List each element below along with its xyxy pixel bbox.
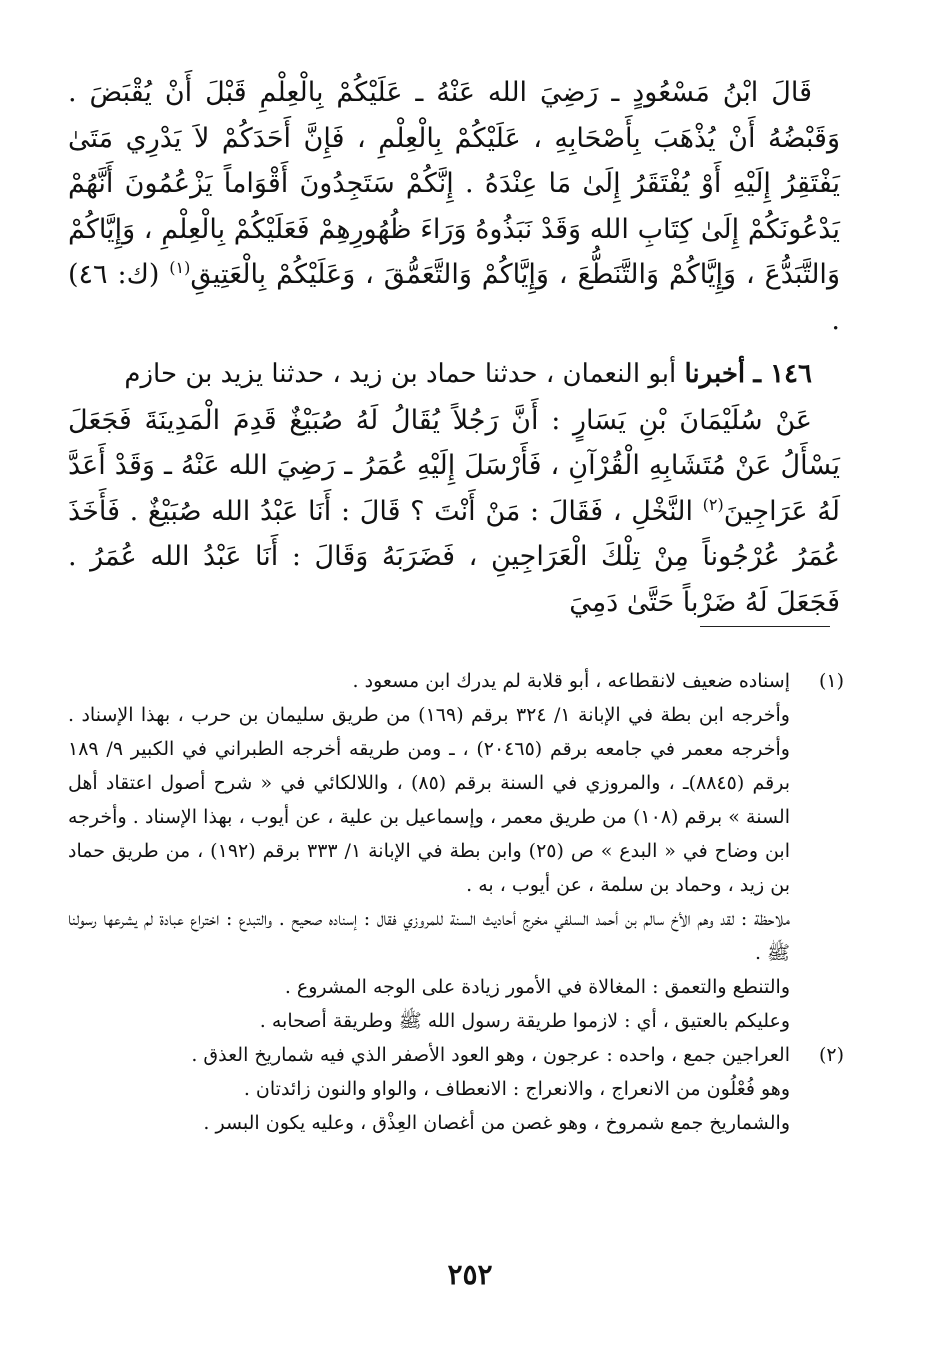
- main-text-block: [68, 70, 840, 343]
- hadith-number: ١٤٦ ـ: [753, 359, 812, 389]
- footnote-1-line: والتنطع والتعمق : المغالاة في الأمور زيادة على الوجه المشروع .: [284, 976, 790, 998]
- footnote-2: [68, 1038, 844, 1140]
- footnote-1-line: إسناده ضعيف لانقطاعه ، أبو قلابة لم يدرك ابن مسعود .: [352, 670, 790, 692]
- footnote-1: [68, 664, 844, 1038]
- hadith-isnad: أبو النعمان ، حدثنا حماد بن زيد ، حدثنا يزيد بن حازم: [124, 359, 685, 389]
- page-number: ٢٥٢: [447, 1258, 493, 1291]
- footnote-separator: [700, 626, 830, 627]
- ibn-masud-paragraph: [68, 70, 840, 343]
- footnote-1-marker: (١): [818, 670, 844, 692]
- footnote-1-line: وعليكم بالعتيق ، أي : لازموا طريقة رسول الله ﷺ وطريقة أصحابه .: [259, 1010, 790, 1032]
- hadith-matn: [68, 398, 840, 626]
- hadith-matn-part-1: عَنْ سُلَيْمَانَ بْنِ يَسَارٍ : أَنَّ رَجُلاً يُقَالُ لَهُ صُبَيْغٌ قَدِمَ الْمَدِينَةَ فَجَعَلَ يَسْأَلُ عَنْ مُتَشَابِهِ الْقُرْآنِ ، فَأَرْسَلَ إِلَيْهِ عُمَرُ ـ رَضِيَ الله عَنْهُ ـ وَقَدْ أَعَدَّ لَهُ عَرَاجِينَ: [68, 404, 840, 527]
- hadith-akhbarana: أخبرنا: [684, 359, 746, 389]
- footnote-2-marker: (٢): [818, 1044, 844, 1066]
- hadith-isnad-line: [68, 352, 840, 398]
- footnote-1-line: ملاحظة : لقد وهم الأخ سالم بن أحمد السلفي مخرج أحاديث السنة للمروزي فقال : إسناده صحيح . والتبدع : اختراع عبادة لم يشرعها رسولنا ﷺ .: [68, 908, 790, 964]
- footnote-2-line: وهو فُعْلُون من الانعراج ، والانعراج : الانعطاف ، والواو والنون زائدتان .: [243, 1078, 790, 1100]
- ibn-masud-text: قَالَ ابْنُ مَسْعُودٍ ـ رَضِيَ الله عَنْهُ ـ عَلَيْكُمْ بِالْعِلْمِ قَبْلَ أَنْ يُقْبَضَ . وَقَبْضُهُ أَنْ يُذْهَبَ بِأَصْحَابِهِ ، عَلَيْكُمْ بِالْعِلْمِ ، فَإِنَّ أَحَدَكُمْ لاَ يَدْرِي مَتَىٰ يَفْتَقِرُ إِلَيْهِ أَوْ يُفْتَقَرُ إِلَىٰ مَا عِنْدَهُ . إِنَّكُمْ سَتَجِدُونَ أَقْوَاماً يَزْعُمُونَ أَنَّهُمْ يَدْعُونَكُمْ إِلَىٰ كِتَابِ الله وَقَدْ نَبَذُوهُ وَرَاءَ ظُهُورِهِمْ فَعَلَيْكُمْ بِالْعِلْمِ ، وَإِيَّاكُمْ وَالتَّبَدُّعَ ، وَإِيَّاكُمْ وَالتَّنَطُّعَ ، وَإِيَّاكُمْ وَالتَّعَمُّقَ ، وَعَلَيْكُمْ بِالْعَتِيقِ: [68, 77, 840, 290]
- footnote-ref-2: (٢): [702, 494, 724, 514]
- footnotes-section: [68, 664, 844, 1140]
- hadith-146-block: [68, 352, 840, 625]
- hadith-matn-part-2: النَّخْلِ ، فَقَالَ : مَنْ أَنْتَ ؟ قَالَ : أَنَا عَبْدُ الله صُبَيْغٌ . فَأَخَذَ عُمَرُ عُرْجُوناً مِنْ تِلْكَ الْعَرَاجِينِ ، فَضَرَبَهُ وَقَالَ : أَنَا عَبْدُ الله عُمَرُ . فَجَعَلَ لَهُ ضَرْباً حَتَّىٰ دَمِيَ: [68, 495, 840, 618]
- footnote-2-line: والشماريخ جمع شمروخ ، وهو غصن من أغصان العِذْق ، وعليه يكون البسر .: [203, 1112, 790, 1134]
- source-reference: (ك: ٤٦) .: [68, 259, 840, 336]
- footnote-2-line: العراجين جمع ، واحده : عرجون ، وهو العود الأصفر الذي فيه شماريخ العذق .: [191, 1044, 790, 1066]
- footnote-ref-1: (١): [169, 258, 191, 277]
- footnote-1-line: وأخرجه ابن بطة في الإبانة ١/ ٣٢٤ برقم (١٦٩) من طريق سليمان بن حرب ، بهذا الإسناد . وأخرجه معمر في جامعه برقم (٢٠٤٦٥) ، ـ ومن طريقه أخرجه الطبراني في الكبير ٩/ ١٨٩ برقم (٨٨٤٥)ـ ، والمروزي في السنة برقم (٨٥) ، واللالكائي في « شرح أصول اعتقاد أهل السنة » برقم (١٠٨) من طريق معمر ، وإسماعيل بن علية ، عن أيوب ، بهذا الإسناد . وأخرجه ابن وضاح في « البدع » ص (٢٥) وابن بطة في الإبانة ١/ ٣٣٣ برقم (١٩٢) ، من طريق حماد بن زيد ، وحماد بن سلمة ، عن أيوب ، به .: [68, 704, 790, 896]
